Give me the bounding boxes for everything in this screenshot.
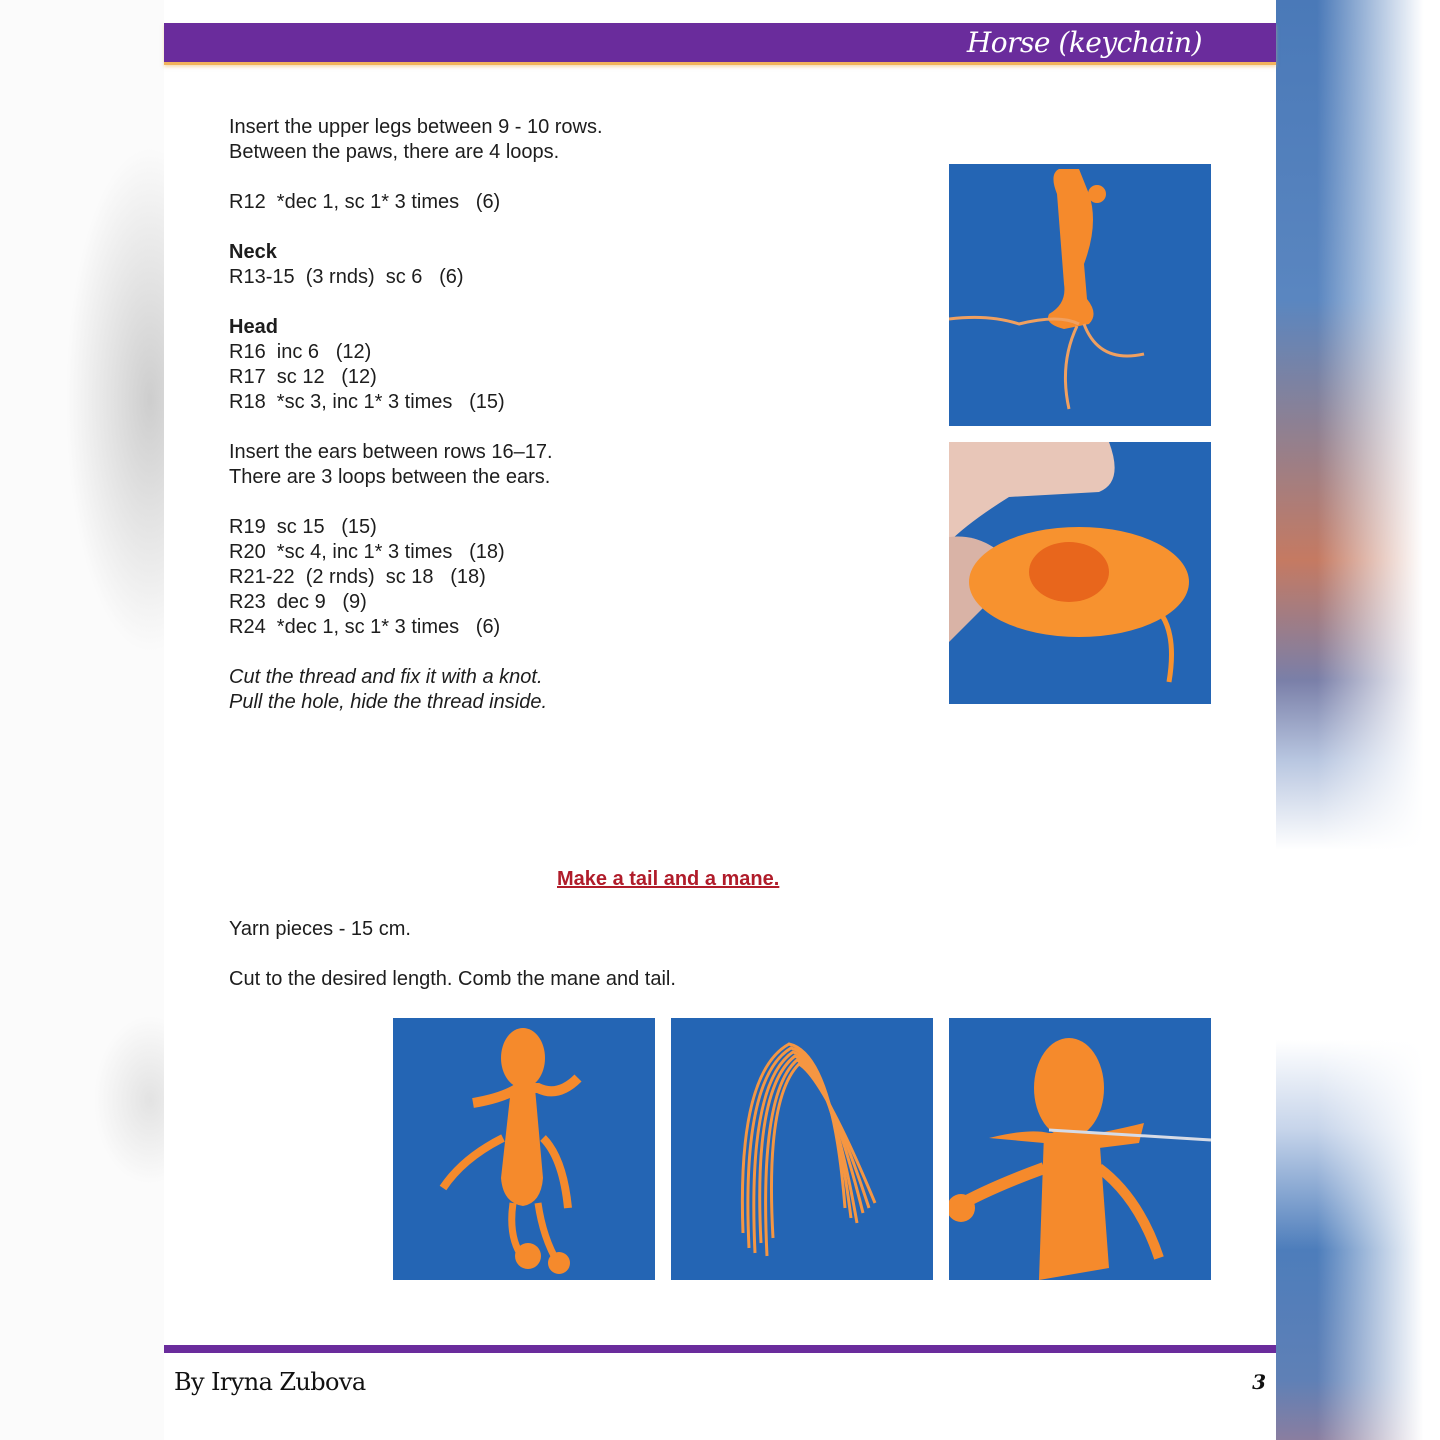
row-instruction: R20 *sc 4, inc 1* 3 times (18)	[229, 541, 505, 563]
photo-assembled-horse	[393, 1018, 655, 1280]
intro-line: Between the paws, there are 4 loops.	[229, 141, 560, 163]
pattern-page	[164, 0, 1276, 1440]
photo-head-stuffing	[949, 442, 1211, 704]
yarn-note: Yarn pieces - 15 cm.	[229, 918, 411, 940]
blurred-backdrop-right	[1276, 0, 1440, 1440]
hook-in-neck-image	[949, 1018, 1211, 1280]
crochet-head-image	[949, 442, 1211, 704]
row-instruction: R17 sc 12 (12)	[229, 366, 377, 388]
row-instruction: R16 inc 6 (12)	[229, 341, 372, 363]
row-instruction: R12 *dec 1, sc 1* 3 times (6)	[229, 191, 501, 213]
ears-note: Insert the ears between rows 16–17.	[229, 441, 553, 463]
horse-figure-image	[393, 1018, 655, 1280]
intro-line: Insert the upper legs between 9 - 10 rows.	[229, 116, 603, 138]
blurred-backdrop-left	[0, 0, 164, 1440]
footer-rule	[164, 1345, 1276, 1353]
row-instruction: R13-15 (3 rnds) sc 6 (6)	[229, 266, 464, 288]
row-instruction: R21-22 (2 rnds) sc 18 (18)	[229, 566, 486, 588]
instructions-block	[229, 115, 909, 715]
row-instruction: R19 sc 15 (15)	[229, 516, 377, 538]
photo-yarn-pieces	[671, 1018, 933, 1280]
yarn-bundle-image	[671, 1018, 933, 1280]
page-title: Horse (keychain)	[966, 26, 1202, 59]
finish-note: Cut the thread and fix it with a knot.	[229, 666, 543, 688]
ears-note: There are 3 loops between the ears.	[229, 466, 551, 488]
author-credit: By Iryna Zubova	[174, 1368, 366, 1396]
row-instruction: R24 *dec 1, sc 1* 3 times (6)	[229, 616, 501, 638]
row-instruction: R23 dec 9 (9)	[229, 591, 367, 613]
photo-neck-body	[949, 164, 1211, 426]
cut-note: Cut to the desired length. Comb the mane and tail.	[229, 968, 676, 990]
page-number: 3	[1252, 1370, 1266, 1394]
row-instruction: R18 *sc 3, inc 1* 3 times (15)	[229, 391, 505, 413]
finish-note: Pull the hole, hide the thread inside.	[229, 691, 547, 713]
photo-attaching-mane	[949, 1018, 1211, 1280]
section-heading-neck: Neck	[229, 241, 277, 263]
crochet-body-image	[949, 164, 1211, 426]
header-band	[164, 23, 1276, 65]
section-title-tail-mane: Make a tail and a mane.	[557, 868, 780, 890]
section-heading-head: Head	[229, 316, 278, 338]
